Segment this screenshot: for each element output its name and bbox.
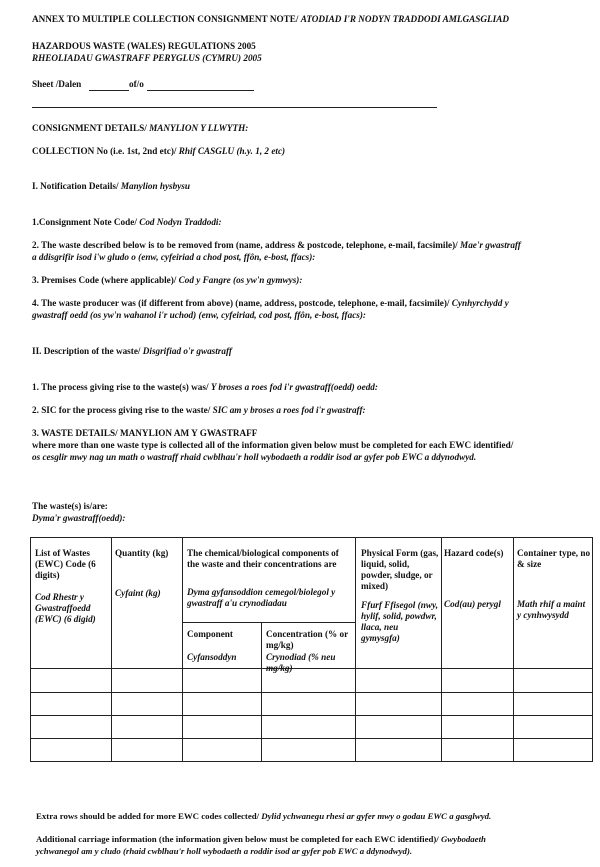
sheet-total-field[interactable] <box>147 90 254 91</box>
sheet-of-label: of/o <box>129 79 144 89</box>
hazard-code-cell[interactable] <box>442 693 513 715</box>
col-physical-form: Physical Form (gas, liquid, solid, powder, sludge, or mixed) <box>361 548 439 591</box>
waste-producer-label: 4. The waste producer was (if different from above) (name, address, postcode, telephone, e-mail, facsimile)/ Cynhyrchydd y <box>32 298 509 308</box>
col-container-welsh: Math rhif a maint y cynhwysydd <box>517 599 586 620</box>
carriage-info-note-welsh: ychwanegol am y cludo (rhaid cwblhau'r holl wybodaeth a roddir isod ar gyfer pob EWC a ddynodwyd). <box>36 846 413 856</box>
notification-heading: I. Notification Details/ Manylion hysbysu <box>32 181 190 191</box>
sheet-label: Sheet /Dalen <box>32 79 82 89</box>
component-cell[interactable] <box>183 739 261 761</box>
col-container: Container type, no & size <box>517 548 591 569</box>
waste-details-note: where more than one waste type is collected all of the information given below must be completed for each EWC identified/ <box>32 440 514 450</box>
quantity-cell[interactable] <box>112 739 182 761</box>
quantity-cell[interactable] <box>112 693 182 715</box>
consignment-code-label: 1.Consignment Note Code/ Cod Nodyn Traddodi: <box>32 217 222 227</box>
concentration-cell[interactable] <box>262 669 355 692</box>
waste-details-heading: 3. WASTE DETAILS/ MANYLION AM Y GWASTRAFF <box>32 428 258 438</box>
sub-col-component: Component <box>187 629 233 639</box>
description-heading: II. Description of the waste/ Disgrifiad o'r gwastraff <box>32 346 232 356</box>
sub-col-concentration: Concentration (% or mg/kg) <box>266 629 348 650</box>
container-cell[interactable] <box>514 739 592 761</box>
col-chemical-components: The chemical/biological components of the waste and their concentrations are <box>187 548 339 569</box>
physical-form-cell[interactable] <box>356 669 441 692</box>
col-chemical-components-welsh: Dyma gyfansoddion cemegol/biolegol y gwastraff a'u crynodiadau <box>187 587 336 608</box>
col-physical-form-welsh: Ffurf Ffisegol (nwy, hylif, solid, powdwr, llaca, neu gymysgfa) <box>361 600 438 643</box>
component-cell[interactable] <box>183 693 261 715</box>
waste-producer-label-welsh: gwastraff oedd (os yw'n wahanol i'r uchod) (enw, cyfeiriad, cod post, ffôn, e-bost, ffacs): <box>32 310 366 320</box>
process-label: 1. The process giving rise to the waste(s) was/ Y broses a roes fod i'r gwastraff(oedd) oedd: <box>32 382 378 392</box>
quantity-cell[interactable] <box>112 669 182 692</box>
regulations-title-welsh: RHEOLIADAU GWASTRAFF PERYGLUS (CYMRU) 2005 <box>32 53 262 63</box>
collection-no-label: COLLECTION No (i.e. 1st, 2nd etc)/ Rhif CASGLU (h.y. 1, 2 etc) <box>32 146 286 156</box>
concentration-cell[interactable] <box>262 716 355 738</box>
physical-form-cell[interactable] <box>356 739 441 761</box>
removed-from-label: 2. The waste described below is to be removed from (name, address & postcode, telephone, e-mail, facsimile)/ Mae'r gwastraff <box>32 240 521 250</box>
carriage-info-note: Additional carriage information (the information given below must be completed for each EWC identified)/ Gwybodaeth <box>36 834 486 844</box>
col-ewc-code: List of Wastes (EWC) Code (6 digits) <box>35 548 96 580</box>
ewc-code-cell[interactable] <box>31 716 111 738</box>
ewc-code-cell[interactable] <box>31 739 111 761</box>
concentration-cell[interactable] <box>262 693 355 715</box>
col-ewc-code-welsh: Cod Rhestr y Gwastraffoedd (EWC) (6 digid) <box>35 592 96 624</box>
premises-code-label: 3. Premises Code (where applicable)/ Cod y Fangre (os yw'n gymwys): <box>32 275 303 285</box>
col-hazard-codes: Hazard code(s) <box>444 548 504 558</box>
regulations-title: HAZARDOUS WASTE (WALES) REGULATIONS 2005 <box>32 41 256 51</box>
wastes-are-label: The waste(s) is/are: <box>32 501 108 511</box>
ewc-code-cell[interactable] <box>31 669 111 692</box>
concentration-cell[interactable] <box>262 739 355 761</box>
wastes-are-label-welsh: Dyma'r gwastraff(oedd): <box>32 513 126 523</box>
consignment-heading: CONSIGNMENT DETAILS/ MANYLION Y LLWYTH: <box>32 123 249 133</box>
container-cell[interactable] <box>514 716 592 738</box>
removed-from-label-welsh: a ddisgrifir isod i'w gludo o (enw, cyfeiriad a chod post, ffôn, e-bost, ffacs): <box>32 252 316 262</box>
extra-rows-note: Extra rows should be added for more EWC codes collected/ Dylid ychwanegu rhesi ar gyfer mwy o godau EWC a gasglwyd. <box>36 811 492 821</box>
physical-form-cell[interactable] <box>356 693 441 715</box>
sub-col-component-welsh: Cyfansoddyn <box>187 652 237 662</box>
col-quantity: Quantity (kg) <box>115 548 169 558</box>
quantity-cell[interactable] <box>112 716 182 738</box>
sub-col-concentration-welsh: Crynodiad (% neu mg/kg) <box>266 652 336 673</box>
header-divider <box>32 107 437 108</box>
sheet-number-field[interactable] <box>89 90 129 91</box>
container-cell[interactable] <box>514 693 592 715</box>
component-cell[interactable] <box>183 669 261 692</box>
component-cell[interactable] <box>183 716 261 738</box>
sic-label: 2. SIC for the process giving rise to the waste/ SIC am y broses a roes fod i'r gwastraff: <box>32 405 366 415</box>
ewc-code-cell[interactable] <box>31 693 111 715</box>
waste-details-note-welsh: os cesglir mwy nag un math o wastraff rhaid cwblhau'r holl wybodaeth a roddir isod ar gyfer pob EWC a ddynodwyd. <box>32 452 477 462</box>
hazard-code-cell[interactable] <box>442 669 513 692</box>
col-hazard-codes-welsh: Cod(au) perygl <box>444 599 501 609</box>
annex-title: ANNEX TO MULTIPLE COLLECTION CONSIGNMENT NOTE/ ATODIAD I'R NODYN TRADDODI AMLGASGLIAD <box>32 14 509 24</box>
hazard-code-cell[interactable] <box>442 739 513 761</box>
annex-title-welsh: ATODIAD I'R NODYN TRADDODI AMLGASGLIAD <box>300 14 509 24</box>
container-cell[interactable] <box>514 669 592 692</box>
col-quantity-welsh: Cyfaint (kg) <box>115 588 161 598</box>
hazard-code-cell[interactable] <box>442 716 513 738</box>
physical-form-cell[interactable] <box>356 716 441 738</box>
